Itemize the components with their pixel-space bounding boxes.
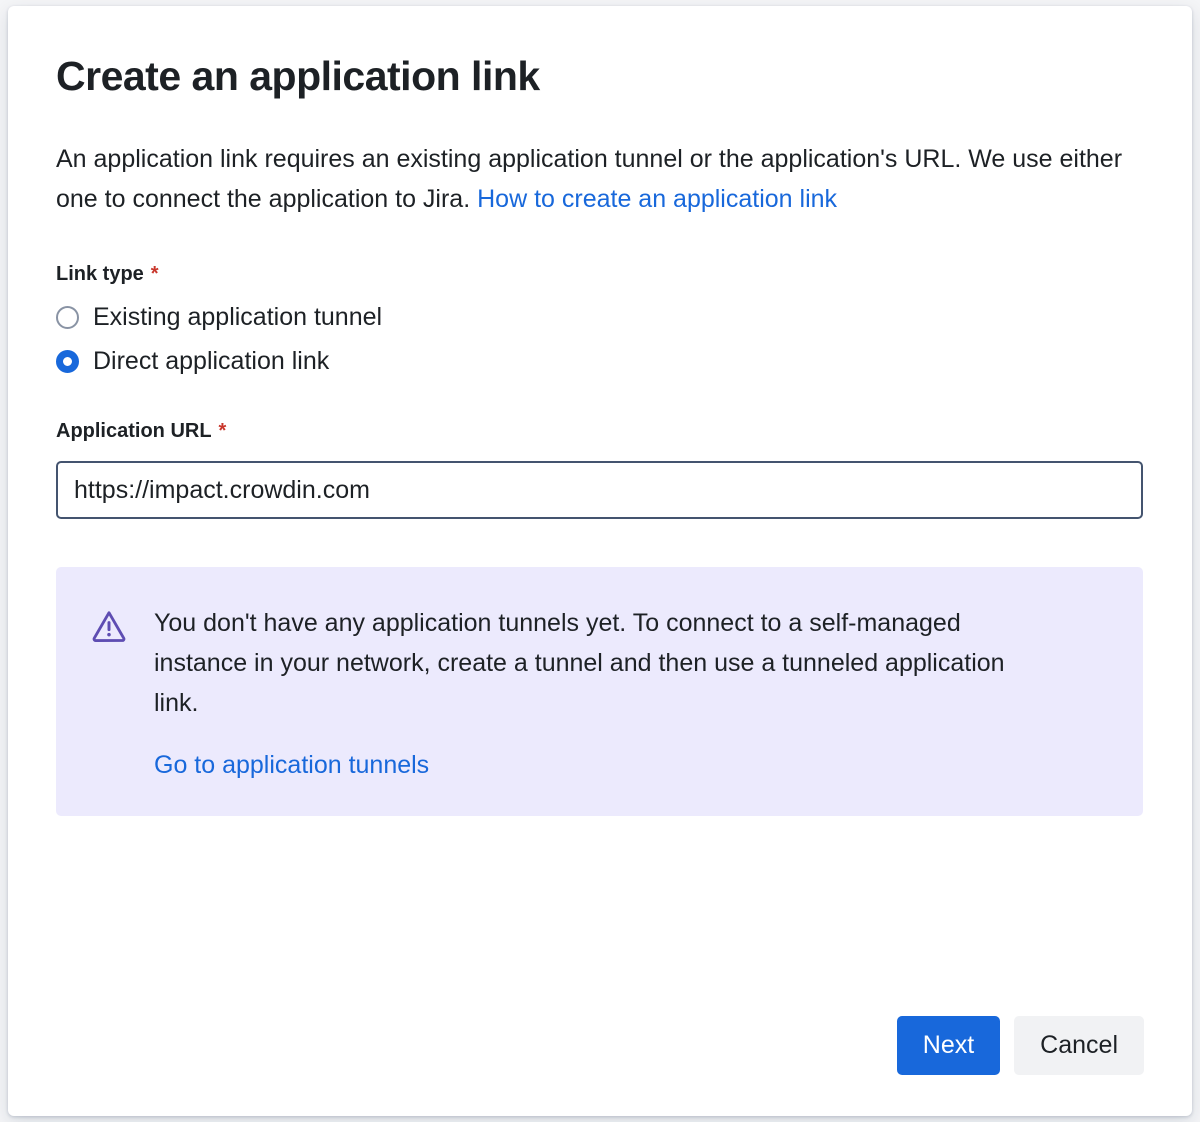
radio-existing-application-tunnel-label: Existing application tunnel	[93, 303, 383, 332]
create-application-link-dialog	[8, 6, 1192, 1116]
go-to-application-tunnels-link[interactable]: Go to application tunnels	[154, 751, 430, 780]
notice-body	[154, 603, 1111, 780]
radio-direct-application-link-label: Direct application link	[93, 347, 330, 376]
application-url-input[interactable]	[56, 461, 1143, 519]
required-asterisk: *	[150, 263, 159, 286]
intro-text	[56, 139, 1144, 219]
application-url-label	[56, 420, 1144, 443]
page-title: Create an application link	[56, 53, 540, 99]
notice-text: You don't have any application tunnels yet. To connect to a self-managed instance in your network, create a tunnel and then use a tunneled application link.	[154, 609, 1005, 718]
warning-icon	[92, 609, 126, 643]
link-type-label-text: Link type	[56, 263, 144, 286]
required-asterisk: *	[218, 420, 227, 443]
radio-direct-application-link[interactable]	[56, 346, 329, 376]
cancel-button[interactable]: Cancel	[1014, 1016, 1144, 1075]
next-button[interactable]: Next	[897, 1016, 1000, 1075]
dialog-actions	[897, 1016, 1144, 1075]
link-type-label	[56, 263, 1144, 286]
radio-button-checked-icon[interactable]	[56, 350, 79, 373]
radio-existing-application-tunnel[interactable]	[56, 302, 382, 332]
application-tunnels-notice	[56, 567, 1143, 816]
application-url-label-text: Application URL	[56, 420, 212, 443]
radio-button-unchecked-icon[interactable]	[56, 306, 79, 329]
how-to-create-application-link[interactable]: How to create an application link	[477, 185, 838, 214]
intro-text-body: An application link requires an existing application tunnel or the application's URL. We use either one to connect the application to Jira.	[56, 145, 1123, 214]
